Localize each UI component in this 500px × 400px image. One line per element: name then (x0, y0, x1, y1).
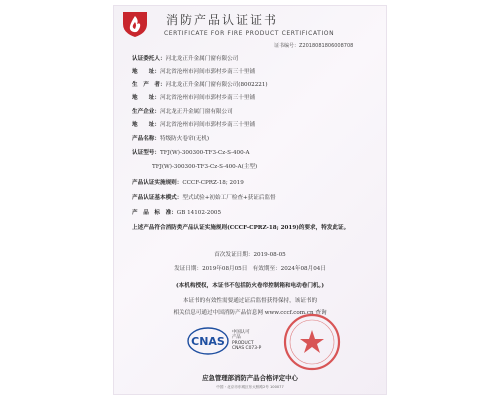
authorization-note: (本机构授权，本证书不包括防火卷帘控制箱和电动卷门机。) (176, 283, 324, 289)
field-rules: 产品认证实施规则：CCCF-CPRZ-18; 2019 (132, 180, 244, 186)
field-manufacturer-address: 地 址：河北省沧州市河间市郭村乡南三十里铺 (132, 122, 256, 128)
field-model-main: TFJ(W)-300300-TF3-Cz-S-400-A(主型) (152, 164, 258, 170)
validity-line-1: 本证书的有效性需要通过证后监督获得保持，该证书的 (182, 298, 318, 304)
issuer-address: 中国・北京市东城区东大桥路2号 100077 (216, 385, 284, 389)
title-chinese: 消防产品认证证书 (166, 13, 279, 27)
issuing-authority: 应急管理部消防产品合格评定中心 (202, 374, 298, 382)
title-english: CERTIFICATE FOR FIRE PRODUCT CERTIFICATION (164, 30, 335, 37)
cnas-logo-text: CNAS (191, 335, 225, 348)
field-standard: 产 品 标 准：GB 14102-2005 (132, 210, 222, 216)
official-red-seal-stamp (282, 312, 342, 372)
cnas-logo-icon (186, 326, 230, 356)
field-product-name: 产品名称：特级防火卷帘(无机) (132, 136, 210, 142)
validity-line-2: 相关信息可通过中国消防产品信息网 www.cccf.com.cn 查询 (173, 310, 327, 316)
field-client-address: 地 址：河北省沧州市河间市郭村乡南三十里铺 (132, 69, 256, 75)
field-client: 认证委托人：河北龙正升金属门窗有限公司 (132, 56, 239, 62)
field-mode: 产品认证基本模式：型式试验+初始工厂检查+获证后监督 (132, 195, 276, 201)
field-producer-address: 地 址：河北省沧州市河间市郭村乡南三十里铺 (132, 95, 256, 101)
first-issue-date: 首次发证日期：2019-08-05 (214, 252, 286, 258)
field-producer: 生 产 者：河北龙正升金属门窗有限公司(8002221) (132, 82, 268, 88)
conformity-statement: 上述产品符合消防类产品认证实施规则(CCCF-CPRZ-18; 2019)的要求，特发此证。 (132, 225, 350, 231)
fire-certification-logo (120, 8, 150, 38)
cnas-accreditation-text: 中国认可 产品 PRODUCT CNAS C073-P (232, 330, 262, 352)
issue-validity-dates: 发证日期：2019年08月05日 有效期至：2024年08月04日 (174, 266, 326, 272)
certificate-number: 证书编号：Z2018081806008708 (274, 43, 354, 49)
field-model: 认证型号：TFJ(W)-300300-TF3-Cz-S-400-A (132, 150, 250, 156)
field-manufacturer: 生产企业：河北龙正升金属门窗有限公司 (132, 109, 233, 115)
